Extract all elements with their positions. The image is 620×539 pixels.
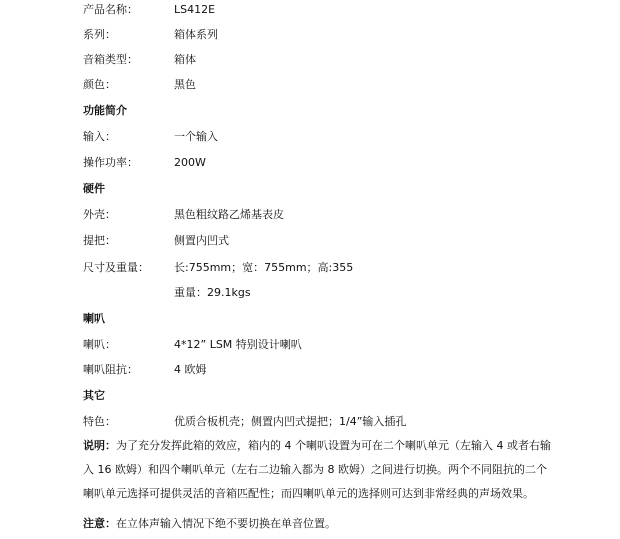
description-text: 为了充分发挥此箱的效应，箱内的 4 个喇叭设置为可在二个喇叭单元（左输入 4 或者右输入 16 欧姆）和四个喇叭单元（左右二边输入都为 8 欧姆）之间进行切换。两个不同阻抗的二个喇叭单元选择可提供灵活的音箱匹配性；而四喇叭单元的选择则可达到非常经典的声场效果。 bbox=[83, 439, 551, 500]
spec-row-input bbox=[0, 129, 620, 145]
spec-label: 尺寸及重量： bbox=[83, 261, 149, 274]
attention-text: 在立体声输入情况下绝不要切换在单音位置。 bbox=[116, 517, 336, 530]
spec-label: 特色： bbox=[83, 415, 116, 428]
spec-value: 200W bbox=[174, 156, 206, 169]
spec-row-driver bbox=[0, 337, 620, 353]
spec-value-weight: 重量：29.1kgs bbox=[174, 286, 251, 299]
spec-row-dimensions bbox=[0, 260, 620, 276]
section-title-function: 功能简介 bbox=[83, 104, 127, 117]
spec-value: 侧置内凹式 bbox=[174, 234, 229, 247]
spec-row-power bbox=[0, 155, 620, 171]
attention-label: 注意： bbox=[83, 517, 116, 530]
spec-value: 一个输入 bbox=[174, 130, 218, 143]
spec-label: 音箱类型： bbox=[83, 53, 138, 66]
description-paragraph bbox=[83, 434, 553, 506]
spec-label: 产品名称： bbox=[83, 3, 138, 16]
spec-value: 箱体 bbox=[174, 53, 196, 66]
description-label: 说明： bbox=[83, 439, 116, 452]
spec-row-impedance bbox=[0, 362, 620, 378]
spec-label: 颜色： bbox=[83, 78, 116, 91]
section-title-hardware: 硬件 bbox=[83, 182, 105, 195]
spec-row-handle bbox=[0, 233, 620, 249]
spec-value: 箱体系列 bbox=[174, 28, 218, 41]
attention-note bbox=[83, 512, 553, 536]
spec-row-product-name bbox=[0, 2, 620, 18]
section-title-other: 其它 bbox=[83, 389, 105, 402]
spec-value: 黑色 bbox=[174, 78, 196, 91]
spec-label: 提把： bbox=[83, 234, 116, 247]
spec-value: 4 欧姆 bbox=[174, 363, 207, 376]
spec-value: 黑色粗纹路乙烯基表皮 bbox=[174, 208, 284, 221]
spec-label: 系列： bbox=[83, 28, 116, 41]
spec-value: LS412E bbox=[174, 3, 216, 16]
spec-value: 优质合板机壳；侧置内凹式提把；1/4”输入插孔 bbox=[174, 415, 407, 428]
spec-value: 长:755mm；宽：755mm；高:355 bbox=[174, 261, 354, 274]
spec-row-weight bbox=[0, 285, 620, 301]
spec-label: 喇叭阻抗： bbox=[83, 363, 138, 376]
spec-row-features bbox=[0, 414, 620, 430]
spec-label: 外壳： bbox=[83, 208, 116, 221]
spec-label: 操作功率： bbox=[83, 156, 138, 169]
section-title-speaker: 喇叭 bbox=[83, 312, 105, 325]
spec-row-enclosure bbox=[0, 207, 620, 223]
spec-row-color bbox=[0, 77, 620, 93]
spec-value: 4*12” LSM 特别设计喇叭 bbox=[174, 338, 302, 351]
spec-label: 喇叭： bbox=[83, 338, 116, 351]
spec-row-speaker-type bbox=[0, 52, 620, 68]
spec-label: 输入： bbox=[83, 130, 116, 143]
spec-row-series bbox=[0, 27, 620, 43]
